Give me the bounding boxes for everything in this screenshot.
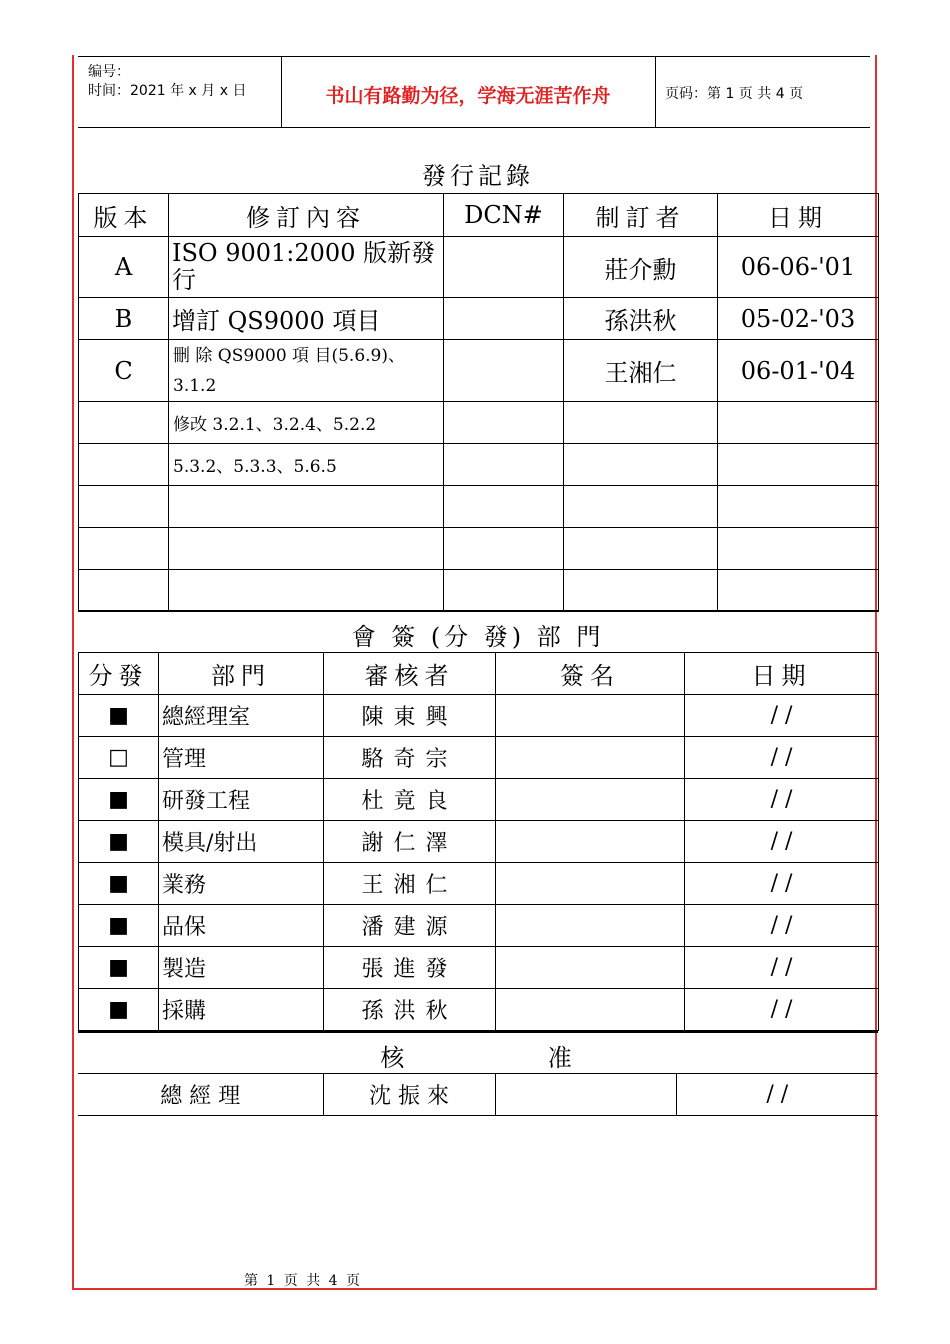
department-cell: 採購 — [159, 989, 324, 1031]
signature-cell[interactable] — [496, 989, 685, 1031]
header-page-cell — [655, 57, 870, 127]
col-author: 制訂者 — [564, 194, 718, 237]
reviewer-cell: 杜竟良 — [324, 779, 496, 821]
doc-time-label: 时间：2021 年 x 月 x 日 — [88, 83, 247, 99]
table-row — [79, 905, 879, 947]
content-cell: ISO 9001:2000 版新發行 — [169, 237, 444, 298]
date-cell — [718, 402, 879, 444]
reviewer-cell: 張進發 — [324, 947, 496, 989]
date-cell[interactable]: / / — [685, 989, 879, 1031]
date-cell[interactable]: / / — [685, 779, 879, 821]
department-cell: 總經理室 — [159, 695, 324, 737]
signature-cell[interactable] — [496, 695, 685, 737]
table-row — [79, 444, 879, 486]
distribute-checkbox[interactable]: ■ — [79, 695, 159, 737]
version-cell: B — [79, 298, 169, 340]
author-cell — [564, 486, 718, 528]
date-cell — [718, 528, 879, 570]
distribute-checkbox[interactable]: □ — [79, 737, 159, 779]
table-row — [79, 695, 879, 737]
dcn-cell — [444, 237, 564, 298]
table-row — [79, 821, 879, 863]
release-record-title: 發行記錄 — [422, 162, 534, 190]
version-cell — [79, 570, 169, 612]
date-cell — [718, 444, 879, 486]
release-record-table — [78, 193, 879, 612]
author-cell: 王湘仁 — [564, 340, 718, 402]
signature-cell[interactable] — [496, 905, 685, 947]
date-cell: 06-01-'04 — [718, 340, 879, 402]
table-row — [79, 528, 879, 570]
approval-table — [78, 1073, 878, 1116]
table-row — [79, 298, 879, 340]
dcn-cell — [444, 528, 564, 570]
section-divider — [78, 610, 878, 612]
reviewer-cell: 謝仁澤 — [324, 821, 496, 863]
table-row — [79, 779, 879, 821]
col-date: 日期 — [718, 194, 879, 237]
version-cell — [79, 486, 169, 528]
approval-title: 核 准 — [380, 1044, 576, 1072]
signature-cell[interactable] — [496, 947, 685, 989]
motto: 书山有路勤为径，学海无涯苦作舟 — [325, 85, 611, 107]
department-cell: 管理 — [159, 737, 324, 779]
table-row — [78, 1074, 878, 1116]
version-cell: A — [79, 237, 169, 298]
content-cell: 增訂 QS9000 項目 — [169, 298, 444, 340]
col-reviewer: 審核者 — [324, 653, 496, 695]
dcn-cell — [444, 402, 564, 444]
dcn-cell — [444, 340, 564, 402]
author-cell: 莊介勳 — [564, 237, 718, 298]
reviewer-cell: 潘建源 — [324, 905, 496, 947]
doc-code-label: 编号： — [88, 64, 130, 80]
content-cell — [169, 528, 444, 570]
author-cell — [564, 528, 718, 570]
col-distribute: 分發 — [79, 653, 159, 695]
date-cell — [718, 486, 879, 528]
reviewer-cell: 孫洪秋 — [324, 989, 496, 1031]
date-cell[interactable]: / / — [685, 905, 879, 947]
distribute-checkbox[interactable]: ■ — [79, 779, 159, 821]
table-row — [79, 402, 879, 444]
date-cell[interactable]: / / — [685, 821, 879, 863]
col-dcn: DCN# — [444, 194, 564, 237]
signature-cell[interactable] — [496, 737, 685, 779]
table-row — [79, 863, 879, 905]
dcn-cell — [444, 444, 564, 486]
author-cell — [564, 444, 718, 486]
dcn-cell — [444, 486, 564, 528]
date-cell: 06-06-'01 — [718, 237, 879, 298]
page-footer: 第 1 页 共 4 页 — [243, 1273, 363, 1289]
department-cell: 研發工程 — [159, 779, 324, 821]
signature-cell[interactable] — [496, 821, 685, 863]
version-cell: C — [79, 340, 169, 402]
date-cell[interactable]: / / — [685, 737, 879, 779]
approver-signature-cell[interactable] — [495, 1074, 676, 1116]
department-cell: 業務 — [159, 863, 324, 905]
document-header — [78, 56, 870, 128]
date-cell[interactable]: / / — [685, 947, 879, 989]
distribution-table — [78, 652, 879, 1031]
content-cell — [169, 570, 444, 612]
date-cell[interactable]: / / — [685, 695, 879, 737]
table-row — [79, 486, 879, 528]
col-content: 修訂內容 — [169, 194, 444, 237]
version-cell — [79, 402, 169, 444]
author-cell: 孫洪秋 — [564, 298, 718, 340]
header-meta-cell — [78, 57, 282, 127]
date-cell: 05-02-'03 — [718, 298, 879, 340]
signature-cell[interactable] — [496, 863, 685, 905]
approver-role-cell: 總 經 理 — [78, 1074, 323, 1116]
distribute-checkbox[interactable]: ■ — [79, 905, 159, 947]
dcn-cell — [444, 298, 564, 340]
col-signature: 簽名 — [496, 653, 685, 695]
dcn-cell — [444, 570, 564, 612]
col-department: 部門 — [159, 653, 324, 695]
approver-date-cell[interactable]: / / — [676, 1074, 878, 1116]
release-header-row — [79, 194, 879, 237]
reviewer-cell: 陳東興 — [324, 695, 496, 737]
distribute-checkbox[interactable]: ■ — [79, 989, 159, 1031]
reviewer-cell: 駱奇宗 — [324, 737, 496, 779]
author-cell — [564, 570, 718, 612]
distribution-header-row — [79, 653, 879, 695]
table-row — [79, 947, 879, 989]
table-row — [79, 570, 879, 612]
approver-name-cell: 沈 振 來 — [323, 1074, 495, 1116]
table-row — [79, 989, 879, 1031]
reviewer-cell: 王湘仁 — [324, 863, 496, 905]
content-cell — [169, 486, 444, 528]
date-cell[interactable]: / / — [685, 863, 879, 905]
distribution-title: 會 簽 (分 發) 部 門 — [351, 623, 605, 651]
version-cell — [79, 528, 169, 570]
distribute-checkbox[interactable]: ■ — [79, 863, 159, 905]
version-cell — [79, 444, 169, 486]
header-motto-cell — [281, 57, 656, 127]
table-row — [79, 237, 879, 298]
col-version: 版本 — [79, 194, 169, 237]
section-divider — [78, 1031, 878, 1033]
content-cell: 5.3.2、5.3.3、5.6.5 — [169, 444, 444, 486]
table-row — [79, 340, 879, 402]
content-cell: 修改 3.2.1、3.2.4、5.2.2 — [169, 402, 444, 444]
signature-cell[interactable] — [496, 779, 685, 821]
content-cell: 刪 除 QS9000 項 目(5.6.9)、3.1.2 — [169, 340, 444, 402]
department-cell: 模具/射出 — [159, 821, 324, 863]
author-cell — [564, 402, 718, 444]
date-cell — [718, 570, 879, 612]
department-cell: 品保 — [159, 905, 324, 947]
page-number-label: 页码：第 1 页 共 4 页 — [665, 86, 804, 102]
department-cell: 製造 — [159, 947, 324, 989]
col-date: 日期 — [685, 653, 879, 695]
distribute-checkbox[interactable]: ■ — [79, 821, 159, 863]
distribute-checkbox[interactable]: ■ — [79, 947, 159, 989]
table-row — [79, 737, 879, 779]
